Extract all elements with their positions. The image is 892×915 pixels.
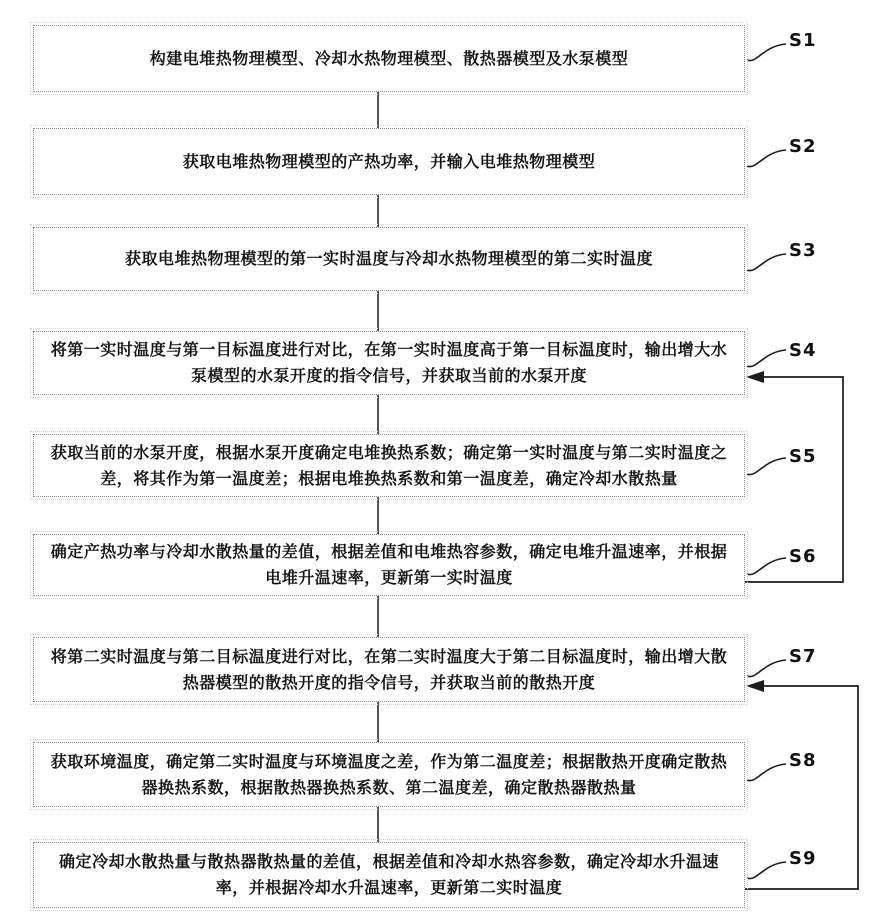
leader-s4 [747,350,786,367]
step-box-s5 [33,434,745,497]
step-box-s2 [33,128,745,195]
step-label-s9: S9 [789,848,817,869]
step-box-s3 [33,227,745,291]
leader-s8 [747,764,786,781]
arrowhead-s4 [746,371,764,383]
step-text-s8: 获取环境温度，确定第二实时温度与环境温度之差，作为第二温度差；根据散热开度确定散热器换热系数，根据散热器换热系数、第二温度差，确定散热器散热量 [50,751,728,797]
leader-s7 [747,660,786,677]
leader-s1 [747,44,786,61]
step-text-s7: 将第二实时温度与第二目标温度进行对比，在第二实时温度大于第二目标温度时，输出增大散热器模型的散热开度的指令信号，并获取当前的散热开度 [50,646,728,692]
leader-s3 [747,254,786,271]
step-text-s1: 构建电堆热物理模型、冷却水热物理模型、散热器模型及水泵模型 [149,48,629,68]
step-label-s3: S3 [789,240,817,261]
step-text-s2: 获取电堆热物理模型的产热功率，并输入电堆热物理模型 [182,151,596,171]
leader-s9 [747,862,786,879]
step-text-s3: 获取电堆热物理模型的第一实时温度与冷却水热物理模型的第二实时温度 [124,249,653,268]
step-text-s5: 获取当前的水泵开度，根据水泵开度确定电堆换热系数；确定第一实时温度与第二实时温度之差，将其作为第一温度差；根据电堆换热系数和第一温度差，确定冷却水散热量 [50,442,728,488]
leader-s2 [747,150,786,167]
step-label-s2: S2 [789,136,817,157]
arrowhead-s7 [746,680,764,692]
step-box-s7 [33,637,745,702]
step-text-s6: 确定产热功率与冷却水散热量的差值，根据差值和电堆热容参数，确定电堆升温速率，并根据电堆升温速率，更新第一实时温度 [50,542,728,587]
step-label-s7: S7 [789,646,817,667]
step-label-s5: S5 [789,446,817,467]
step-box-s9 [33,842,745,908]
label-leaders [747,44,786,879]
step-box-s1 [33,25,745,92]
step-box-s4 [33,331,745,395]
step-label-s6: S6 [789,546,817,567]
step-text-s4: 将第一实时温度与第一目标温度进行对比，在第一实时温度高于第一目标温度时，输出增大水泵模型的水泵开度的指令信号，并获取当前的水泵开度 [50,340,728,385]
step-box-s6 [33,534,745,596]
step-label-s1: S1 [789,30,817,51]
leader-s6 [747,558,786,575]
step-text-s9: 确定冷却水散热量与散热器散热量的差值，根据差值和冷却水热容参数，确定冷却水升温速率，并根据冷却水升温速率，更新第二实时温度 [58,852,719,897]
step-label-s4: S4 [789,340,817,361]
step-box-s8 [33,742,745,807]
step-label-s8: S8 [789,750,817,771]
leader-s5 [747,458,786,475]
